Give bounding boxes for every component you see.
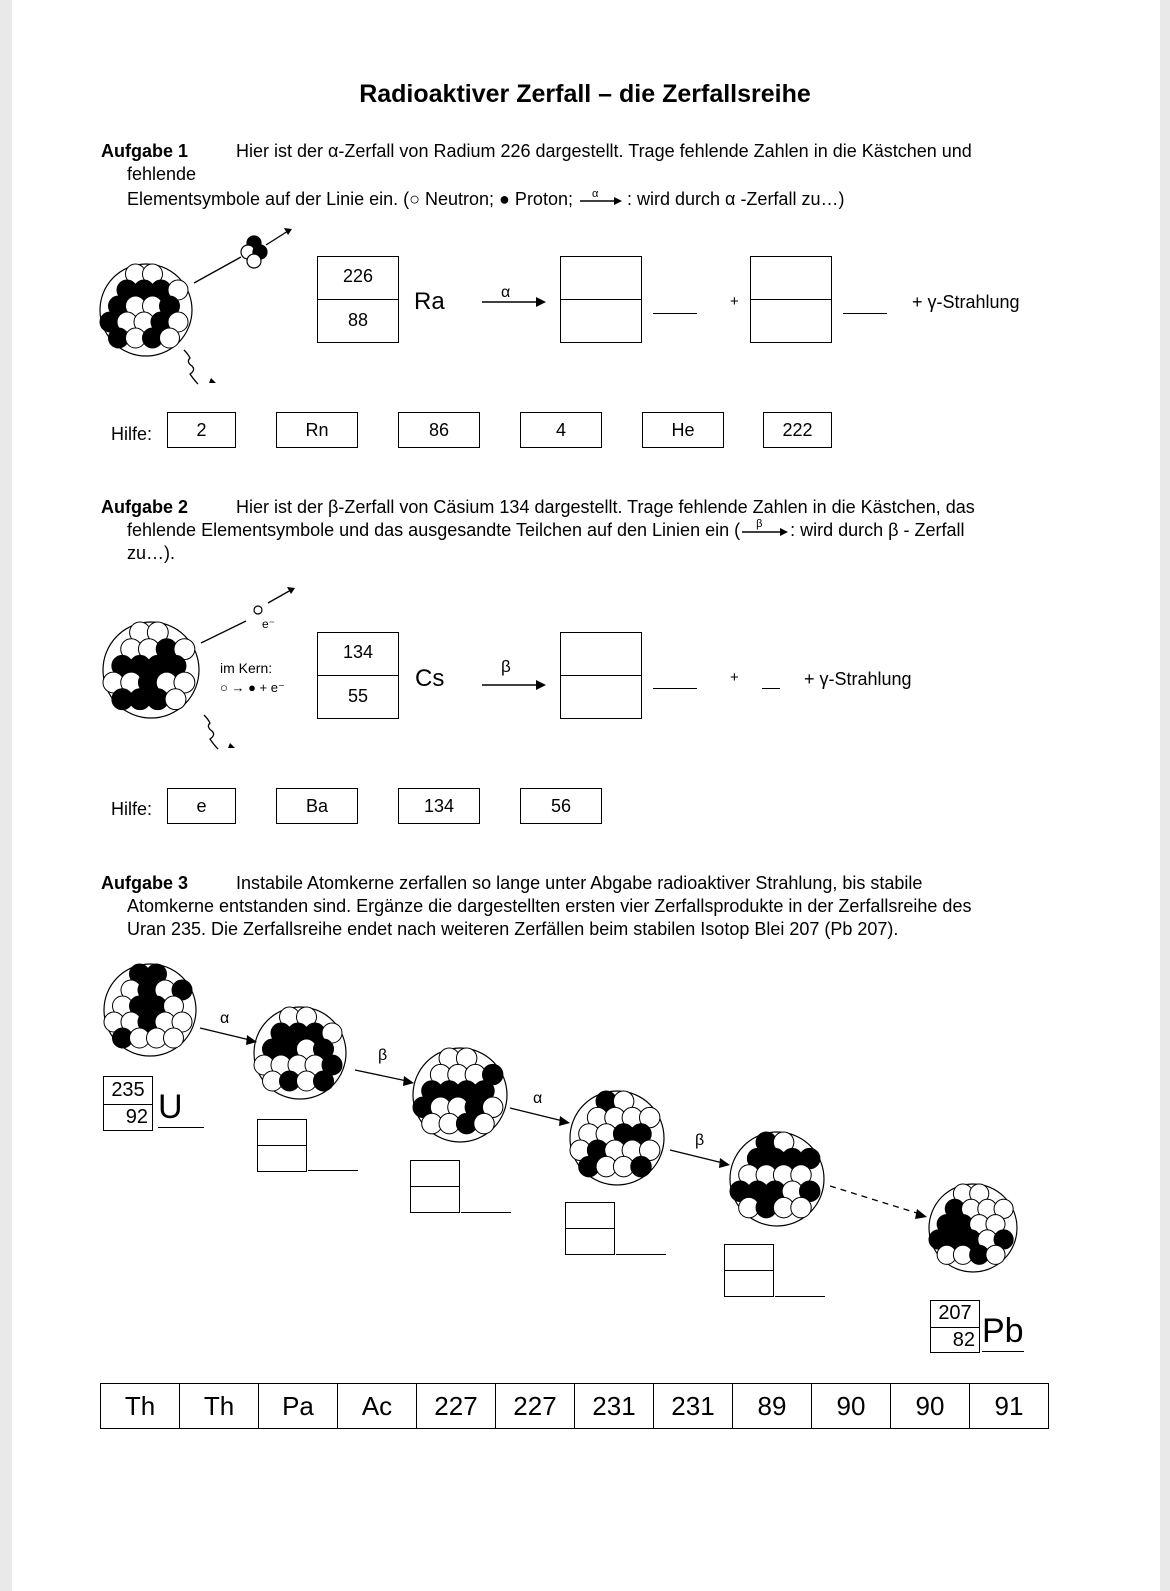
page-title: Radioaktiver Zerfall – die Zerfallsreihe xyxy=(359,80,811,108)
arrow-icon xyxy=(719,1158,730,1168)
table-row xyxy=(101,1384,1049,1429)
task1-text-line2: fehlende xyxy=(127,164,197,184)
lead-symbol: Pb xyxy=(982,1312,1024,1350)
cesium-atomic-number: 55 xyxy=(347,686,369,706)
decay-product-symbol-line[interactable] xyxy=(775,1296,825,1297)
option-cell[interactable]: 89 xyxy=(733,1384,812,1429)
hint-chip[interactable]: e xyxy=(167,788,236,824)
cesium-symbol: Cs xyxy=(415,665,445,692)
hint-chip[interactable]: He xyxy=(642,412,724,448)
gamma-radiation-text: + γ-Strahlung xyxy=(912,292,1020,312)
option-cell[interactable]: 231 xyxy=(575,1384,654,1429)
task3-text-line2: Atomkerne entstanden sind. Ergänze die dargestellten ersten vier Zerfallsprodukte in der Zerfallsreihe des xyxy=(127,896,972,916)
decay-product-symbol-line[interactable] xyxy=(616,1254,666,1255)
decay-label: α xyxy=(533,1090,543,1107)
hint-chip[interactable]: 222 xyxy=(763,412,832,448)
decay-product-symbol-line[interactable] xyxy=(461,1212,511,1213)
radium-nuclide-box xyxy=(317,256,399,343)
option-cell[interactable]: Pa xyxy=(259,1384,338,1429)
cesium-nuclide-box xyxy=(317,632,399,719)
kern-equation: ○ → ● + e⁻ xyxy=(220,680,285,695)
task3-text-line1: Instabile Atomkerne zerfallen so lange unter Abgabe radioaktiver Strahlung, bis stabile xyxy=(236,873,923,893)
task1-text-line1: Hier ist der α-Zerfall von Radium 226 dargestellt. Trage fehlende Zahlen in die Kästchen und xyxy=(236,141,972,161)
cesium-nucleus-illustration xyxy=(96,585,316,760)
reaction-arrow xyxy=(480,295,548,309)
answer-options-table xyxy=(100,1383,1049,1429)
product-symbol-line[interactable] xyxy=(653,688,697,689)
cesium-mass-number: 134 xyxy=(342,642,374,662)
option-cell[interactable]: 90 xyxy=(812,1384,891,1429)
task3-label: Aufgabe 3 xyxy=(101,873,189,893)
product-nuclide-box[interactable] xyxy=(560,632,642,719)
uranium-nuclide-box xyxy=(103,1076,153,1131)
arrow-icon xyxy=(915,1209,927,1219)
decay-product-box[interactable] xyxy=(724,1244,774,1297)
decay-product-box[interactable] xyxy=(257,1119,307,1172)
decay-label: α xyxy=(220,1010,230,1027)
kern-label: im Kern: xyxy=(220,660,273,676)
product-nuclide-box[interactable] xyxy=(560,256,642,343)
option-cell[interactable]: 227 xyxy=(496,1384,575,1429)
arrow-icon xyxy=(403,1076,414,1086)
radium-mass-number: 226 xyxy=(342,266,374,286)
task2-text-line1: Hier ist der β-Zerfall von Cäsium 134 dargestellt. Trage fehlende Zahlen in die Kästchen, das xyxy=(236,497,975,517)
hint-chip[interactable]: 86 xyxy=(398,412,480,448)
task1-label: Aufgabe 1 xyxy=(101,141,189,161)
decay-label: β xyxy=(695,1132,705,1149)
hint-chip[interactable]: 56 xyxy=(520,788,602,824)
task3-text-line3: Uran 235. Die Zerfallsreihe endet nach weiteren Zerfällen beim stabilen Isotop Blei 207 (Pb 207). xyxy=(127,919,899,939)
option-cell[interactable]: Th xyxy=(180,1384,259,1429)
electron-label: e⁻ xyxy=(262,617,276,631)
uranium-atomic-number: 92 xyxy=(125,1106,148,1128)
task2-label: Aufgabe 2 xyxy=(101,497,189,517)
hint-label: Hilfe: xyxy=(111,424,153,444)
radium-atomic-number: 88 xyxy=(347,310,369,330)
lead-atomic-number: 82 xyxy=(952,1329,975,1351)
decay-product-symbol-line[interactable] xyxy=(308,1170,358,1171)
plus-sign: + xyxy=(730,669,739,686)
hint-chip[interactable]: 134 xyxy=(398,788,480,824)
beta-arrow-label: β xyxy=(501,657,511,676)
decay-label: β xyxy=(378,1047,388,1064)
particle-symbol-line[interactable] xyxy=(762,688,780,689)
hint-chip[interactable]: 2 xyxy=(167,412,236,448)
task2-text-line2: fehlende Elementsymbole und das ausgesandte Teilchen auf den Linien ein ( β : wird durch β - Zerfall xyxy=(127,518,965,540)
radium-nucleus-illustration xyxy=(96,225,306,390)
hint-chip[interactable]: Ba xyxy=(276,788,358,824)
uranium-mass-number: 235 xyxy=(111,1079,145,1101)
option-cell[interactable]: 90 xyxy=(891,1384,970,1429)
reaction-arrow xyxy=(480,678,548,692)
legend-beta-arrow: β xyxy=(740,522,790,540)
task2-text-line3: zu…). xyxy=(127,543,176,563)
decay-product-box[interactable] xyxy=(410,1160,460,1213)
hint-chip[interactable]: 4 xyxy=(520,412,602,448)
product-symbol-line[interactable] xyxy=(653,313,697,314)
hint-chip[interactable]: Rn xyxy=(276,412,358,448)
emitted-particle-box[interactable] xyxy=(750,256,832,343)
lead-nuclide-box xyxy=(930,1300,980,1353)
option-cell[interactable]: Th xyxy=(101,1384,180,1429)
hint-label: Hilfe: xyxy=(111,799,153,819)
legend-alpha-arrow: α xyxy=(578,191,622,209)
arrow-icon xyxy=(559,1116,570,1126)
option-cell[interactable]: 91 xyxy=(970,1384,1049,1429)
lead-mass-number: 207 xyxy=(938,1302,972,1324)
decay-product-box[interactable] xyxy=(565,1202,615,1255)
option-cell[interactable]: 231 xyxy=(654,1384,733,1429)
radium-symbol: Ra xyxy=(414,288,445,315)
plus-sign: + xyxy=(730,293,739,310)
gamma-radiation-text: + γ-Strahlung xyxy=(804,669,912,689)
option-cell[interactable]: 227 xyxy=(417,1384,496,1429)
particle-symbol-line[interactable] xyxy=(843,313,887,314)
uranium-symbol: U xyxy=(158,1088,204,1128)
option-cell[interactable]: Ac xyxy=(338,1384,417,1429)
task1-text-line3: Elementsymbole auf der Linie ein. (○ Neutron; ● Proton; α : wird durch α -Zerfall zu…) xyxy=(127,188,845,209)
alpha-arrow-label: α xyxy=(501,284,511,301)
